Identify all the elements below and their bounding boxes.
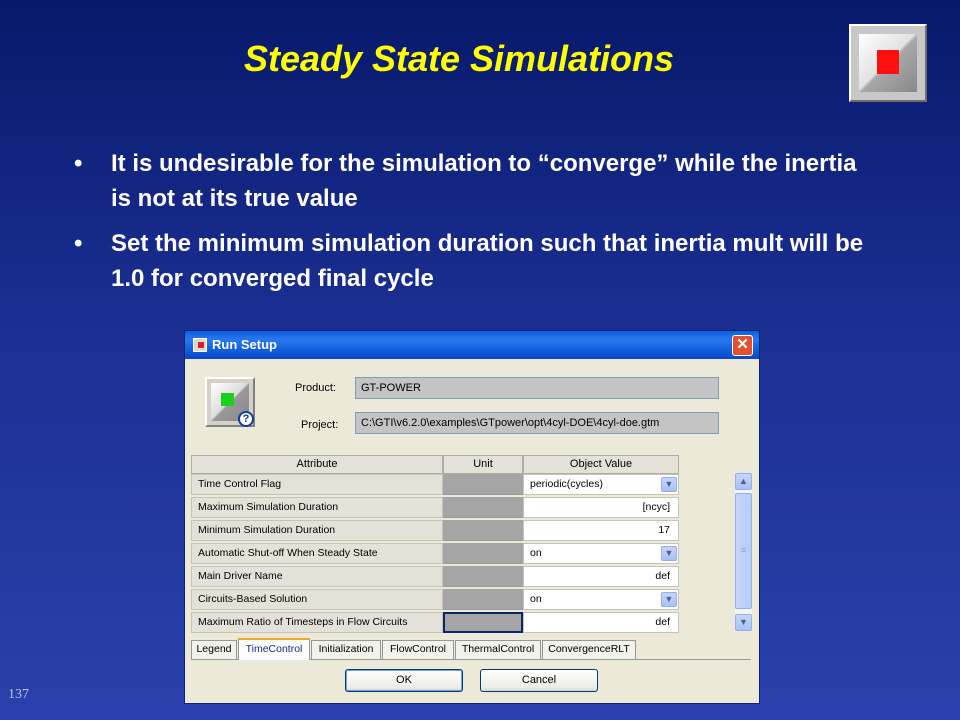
app-window-icon [193,338,207,352]
tab-legend[interactable]: Legend [191,640,237,659]
table-row-attribute: Maximum Ratio of Timesteps in Flow Circuits [191,612,443,633]
chevron-down-icon[interactable]: ▼ [661,592,677,607]
stop-logo-icon [849,24,927,102]
chevron-down-icon[interactable]: ▼ [661,477,677,492]
max-duration-input[interactable]: [ncyc] [523,497,679,518]
tab-initialization[interactable]: Initialization [311,640,381,659]
run-setup-dialog [184,330,760,704]
close-button[interactable]: ✕ [732,335,753,356]
column-header-value[interactable]: Object Value [523,455,679,474]
object-help-icon[interactable] [205,377,255,427]
question-mark-icon: ? [238,411,254,427]
table-row-unit[interactable] [443,474,523,495]
chevron-down-icon[interactable]: ▼ [661,546,677,561]
select-value: periodic(cycles) [530,478,603,490]
ok-button[interactable]: OK [345,669,463,692]
table-row-attribute: Minimum Simulation Duration [191,520,443,541]
main-driver-input[interactable]: def [523,566,679,587]
cancel-button[interactable]: Cancel [480,669,598,692]
auto-shutoff-select[interactable] [523,543,679,564]
scroll-down-icon[interactable]: ▼ [735,614,752,631]
time-control-flag-select[interactable] [523,474,679,495]
table-row-attribute: Circuits-Based Solution [191,589,443,610]
table-row-unit[interactable] [443,589,523,610]
tab-flowcontrol[interactable]: FlowControl [382,640,454,659]
table-row-unit[interactable] [443,543,523,564]
timestep-ratio-input[interactable]: def [523,612,679,633]
column-header-unit[interactable]: Unit [443,455,523,474]
attribute-table [191,455,735,633]
table-row-attribute: Time Control Flag [191,474,443,495]
product-field: GT-POWER [355,377,719,399]
table-row-attribute: Automatic Shut-off When Steady State [191,543,443,564]
min-duration-input[interactable]: 17 [523,520,679,541]
page-number: 137 [8,687,29,702]
table-row-unit-selected[interactable] [443,612,523,633]
table-row-attribute: Main Driver Name [191,566,443,587]
column-header-attribute[interactable]: Attribute [191,455,443,474]
select-value: on [530,593,542,605]
tab-thermalcontrol[interactable]: ThermalControl [455,640,541,659]
project-label: Project: [301,419,339,431]
dialog-titlebar[interactable] [185,331,759,359]
circuits-solution-select[interactable] [523,589,679,610]
slide-title: Steady State Simulations [243,38,675,79]
vertical-scrollbar[interactable] [735,473,752,631]
bullet-list [74,146,874,306]
table-row-attribute: Maximum Simulation Duration [191,497,443,518]
scroll-up-icon[interactable]: ▲ [735,473,752,490]
dialog-title: Run Setup [212,337,277,352]
tab-convergencerlt[interactable]: ConvergenceRLT [542,640,636,659]
tab-timecontrol[interactable]: TimeControl [238,638,310,660]
bullet-item: • Set the minimum simulation duration such that inertia mult will be 1.0 for converged final cycle [74,226,874,296]
table-row-unit[interactable] [443,520,523,541]
table-row-unit[interactable] [443,566,523,587]
product-label: Product: [295,382,336,394]
bullet-item: • It is undesirable for the simulation to “converge” while the inertia is not at its true value [74,146,874,216]
select-value: on [530,547,542,559]
project-field: C:\GTI\v6.2.0\examples\GTpower\opt\4cyl-DOE\4cyl-doe.gtm [355,412,719,434]
scroll-thumb[interactable]: ≡ [735,493,752,609]
table-row-unit[interactable] [443,497,523,518]
